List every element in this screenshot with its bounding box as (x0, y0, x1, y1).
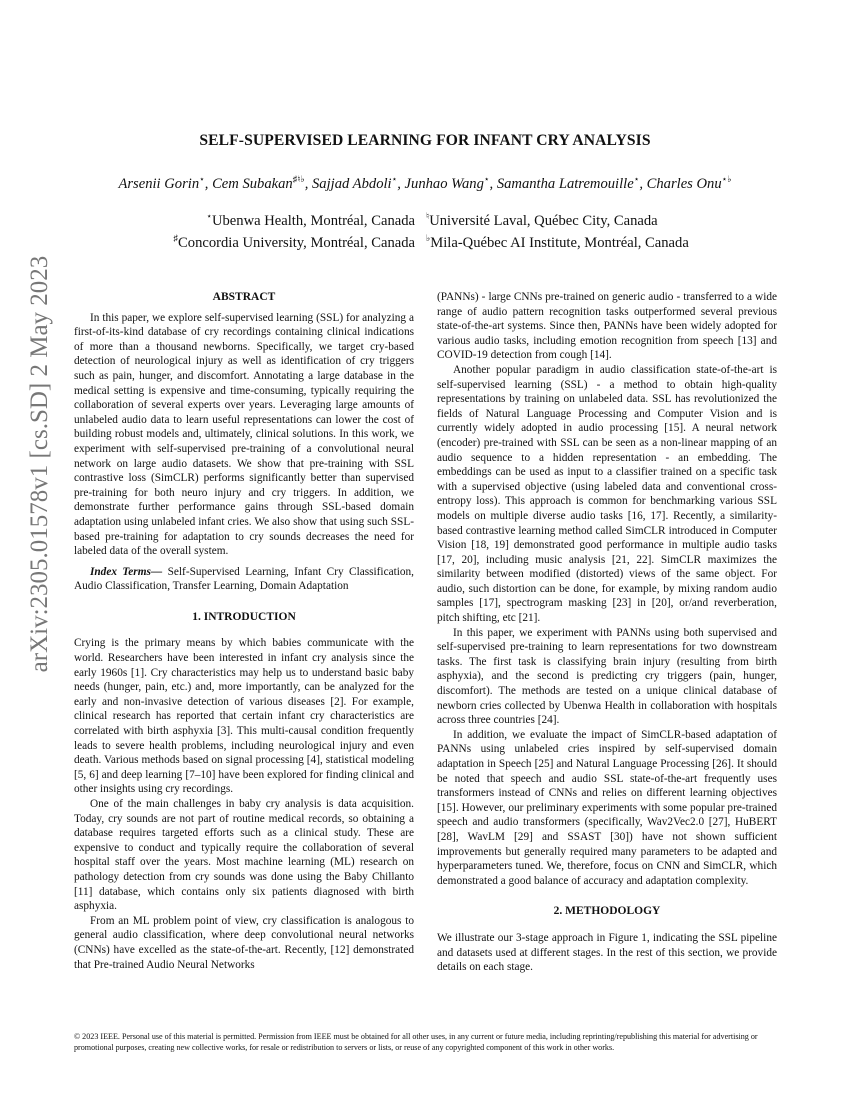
author: Sajjad Abdoli (312, 175, 392, 192)
paragraph: (PANNs) - large CNNs pre-trained on generic audio - transferred to a wide range of audio pattern recognition tasks outperformed several previous state-of-the-art systems. Since then, PANNs have been widely adopted for various audio tasks, including emotion recognition from speech [13] and COVID-19 detection from cough [14]. (437, 291, 777, 362)
affiliation (174, 233, 415, 252)
paragraph: In this paper, we experiment with PANNs using both supervised and self-supervised pre-training to learn representations for two downstream tasks. The first task is classifying brain injury (resulting from birth asphyxia), and the second is predicting cry triggers (pain, hunger, discomfort). The methods are tested on a unique clinical database of newborn cries collected by Ubenwa Health in collaboration with hospitals across three countries [24]. (437, 626, 777, 727)
author: Junhao Wang (404, 175, 484, 192)
section-heading-introduction: 1. INTRODUCTION (192, 610, 296, 623)
affiliation-mark: ♯ (173, 233, 179, 243)
affiliation (426, 233, 689, 252)
abstract-text: In this paper, we explore self-supervised learning (SSL) for analyzing a first-of-its-kind database of cry recordings containing clinical indications of more than a thousand newborns. Specifically, we target cry-based detection of neurological injury as well as identification of cry triggers such as pain, hunger, and discomfort. Annotating a large database in the medical setting is expensive and time-consuming, typically requiring the collaboration of several experts over years. Leveraging large amounts of unlabeled audio data to learn useful representations can lower the cost of building robust models and, ultimately, clinical solutions. In this work, we experiment with self-supervised pre-training of a convolutional neural network on large audio datasets. We show that pre-training with SSL contrastive loss (SimCLR) performs significantly better than supervised pre-training for both neuro injury and cry triggers. In addition, we demonstrate further performance gains through SSL-based domain adaptation using unlabeled infant cries. We also show that using such SSL-based pre-training for adaptation to cry sounds decreases the need for labeled data of the overall system. (74, 311, 414, 558)
index-terms (74, 565, 414, 594)
affiliation-mark: ♭ (426, 233, 431, 243)
paragraph: Crying is the primary means by which babies communicate with the world. Researchers have been interested in infant cry analysis since the early 1960s [1]. Cry characteristics may help us to understand basic baby needs (hunger, pain, etc.) and, more importantly, can be analyzed for the early and non-invasive detection of various diseases [2]. For example, clinical research has reported that certain infant cry characteristics are correlated with birth asphyxia [3]. This multi-causal condition frequently leads to severe health problems, including neurological injury and even death. Various methods based on signal processing [4], statistical modeling [5, 6] and deep learning [7–10] have been explored for finding clinical and other insights using cry recordings. (74, 637, 414, 796)
affiliation-text: Concordia University, Montréal, Canada (178, 234, 415, 251)
affiliation-mark: ♮ (426, 211, 430, 221)
author-mark: ⋆♭ (721, 174, 732, 184)
paragraph: In addition, we evaluate the impact of SimCLR-based adaptation of PANNs using unlabeled cries inspired by self-supervised domain adaptation in Speech [25] and Natural Language Processing [26]. It should be noted that speech and audio SSL state-of-the-art frequently uses transformers instead of CNNs and relies on different learning objectives [15]. However, our preliminary experiments with some popular pre-trained speech and audio transformers (specifically, Wav2Vec2.0 [27], HuBERT [28], WavLM [29] and SSAST [30]) have not shown sufficient improvements but generally required many parameters to be adapted and hyperparameters tuned. We, therefore, focus on CNN and SimCLR, which demonstrated a good balance of accuracy and adaptation complexity. (437, 728, 777, 887)
paragraph: Another popular paradigm in audio classification state-of-the-art is self-supervised learning (SSL) - a method to obtain high-quality representations by training on unlabeled data. SSL has revolutionized the fields of Natural Language Processing and Computer Vision and is currently widely adopted in audio processing [15]. A neural network (encoder) pre-trained with SSL can be seen as a non-linear mapping of an audio sequence to a hidden representation - an embedding. The embeddings can be used as input to a classifier trained on a specific task with a supervised objective (using labeled data and conventional cross-entropy loss). This approach is common for benchmarking various SSL models on multiple diverse audio tasks [16, 17]. Recently, a similarity-based contrastive learning method called SimCLR introduced in Computer Vision [18, 19] demonstrated good performance in multiple audio tasks [17, 20], including music analysis [21, 22]. SimCLR maximizes the similarity between modified (distorted) views of the same object. For audio, such distortion can be done, for example, by mixing random audio samples [17], spectrogram masking [23] in [20], or/and reverberation, pitch shifting, etc [21]. (437, 363, 777, 625)
arxiv-stamp: arXiv:2305.01578v1 [cs.SD] 2 May 2023 (26, 255, 53, 673)
index-terms-text: Self-Supervised Learning, Infant Cry Classification, Audio Classification, Transfer Learning, Domain Adaptation (74, 565, 414, 593)
left-column (74, 290, 414, 972)
author: Samantha Latremouille (496, 175, 634, 192)
author: Arsenii Gorin (118, 175, 200, 192)
affiliation (206, 211, 415, 230)
section-heading-methodology: 2. METHODOLOGY (553, 905, 661, 918)
affiliation-text: Mila-Québec AI Institute, Montréal, Canada (430, 234, 689, 251)
affiliation-text: Université Laval, Québec City, Canada (429, 212, 658, 229)
author: Cem Subakan (212, 175, 293, 192)
author-mark: ⋆ (483, 174, 490, 184)
paragraph: One of the main challenges in baby cry analysis is data acquisition. Today, cry sounds are not part of routine medical records, so obtaining a database requires targeted efforts such as a clinical study. These are expensive to conduct and typically require the collaboration of several hospital staff over the years. Most machine learning (ML) research on pathology detection from cry sounds was done using the Baby Chillanto [11] database, which contains only six patients diagnosed with birth asphyxia. (74, 798, 414, 913)
author-list: Arsenii Gorin⋆, Cem Subakan♯♮♭, Sajjad Abdoli⋆, Junhao Wang⋆, Samantha Latremouille⋆, Charles Onu⋆♭ (118, 174, 732, 192)
right-column (437, 290, 777, 975)
affiliation (426, 211, 658, 230)
paper-title: SELF-SUPERVISED LEARNING FOR INFANT CRY ANALYSIS (199, 132, 651, 149)
index-terms-label: Index Terms— (90, 565, 163, 578)
abstract-heading: ABSTRACT (212, 291, 276, 303)
paragraph: From an ML problem point of view, cry classification is analogous to general audio classification, where deep convolutional neural networks (CNNs) have excelled as the state-of-the-art. Recently, [12] demonstrated that Pre-trained Audio Neural Networks (74, 914, 414, 971)
author-mark: ⋆ (391, 174, 398, 184)
paragraph: We illustrate our 3-stage approach in Figure 1, indicating the SSL pipeline and datasets used at different stages. In the rest of this section, we provide details on each stage. (437, 931, 777, 974)
author-mark: ♯♮♭ (292, 174, 305, 184)
author-mark: ⋆ (199, 174, 205, 184)
affiliation-text: Ubenwa Health, Montréal, Canada (211, 212, 415, 229)
author-mark: ⋆ (633, 174, 640, 184)
author: Charles Onu (646, 175, 722, 192)
copyright-footer: © 2023 IEEE. Personal use of this material is permitted. Permission from IEEE must be obtained for all other uses, in any current or future media, including reprinting/republishing this material for advertising or promotional purposes, creating new collective works, for resale or redistribution to servers or lists, or reuse of any copyrighted component of this work in other works. (74, 1032, 758, 1052)
affiliation-mark: ⋆ (206, 211, 212, 221)
